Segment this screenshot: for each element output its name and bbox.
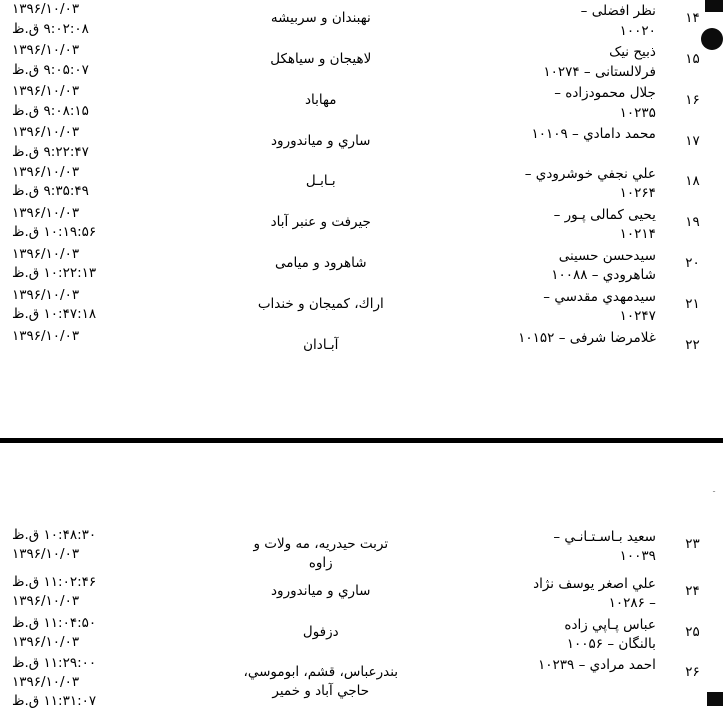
records-table-bottom <box>0 526 723 711</box>
row-date-line2: ۱۰:۲۲:۱۳ ق.ظ <box>12 265 97 282</box>
row-date-line2: ۱۳۹۶/۱۰/۰۳ <box>12 633 80 650</box>
row-date-line1: ۱۳۹۶/۱۰/۰۳ <box>12 83 80 100</box>
table-row <box>0 573 723 613</box>
row-name-line2: بالنگان – ۱۰۰۵۶ <box>566 635 656 652</box>
row-date-line1: ۱۱:۰۲:۴۶ ق.ظ <box>12 574 97 591</box>
row-route: جیرفت و عنبر آباد <box>270 213 371 230</box>
row-route: اراك، کمیجان و خنداب <box>257 295 384 312</box>
row-date-line2: ۹:۰۵:۰۷ ق.ظ <box>12 61 89 78</box>
row-route-line1: بندرعباس، قشم، ابوموسي، <box>243 663 399 680</box>
row-date <box>0 123 188 162</box>
row-route: ساري و میاندورود <box>271 133 371 150</box>
table-row <box>0 163 723 204</box>
row-date <box>0 163 188 204</box>
row-name-line1: احمد مرادي – ۱۰۲۳۹ <box>538 656 656 673</box>
row-date-line2: ۹:۰۸:۱۵ ق.ظ <box>12 102 89 119</box>
row-route <box>188 573 453 613</box>
row-name <box>453 286 662 327</box>
row-date <box>0 526 188 573</box>
row-name-line2: فرلالستانی – ۱۰۲۷۴ <box>543 63 656 80</box>
row-name-line1: نظر افضلی – <box>580 3 656 19</box>
row-name-line2: – ۱۰۲۸۶ <box>608 595 656 612</box>
row-date-line1: ۱۰:۴۸:۳۰ ق.ظ <box>12 527 97 543</box>
row-name-line1: محمد دامادي – ۱۰۱۰۹ <box>531 126 656 143</box>
row-route: آبـادان <box>303 337 339 353</box>
row-date-line1: ۱۳۹۶/۱۰/۰۳ <box>12 1 80 17</box>
table-section-bottom <box>0 526 723 711</box>
row-name-line1: علي نجفي خوشرودي – <box>524 165 656 182</box>
row-date-line2: ۹:۳۵:۴۹ ق.ظ <box>12 183 89 200</box>
row-date <box>0 82 188 123</box>
row-route-line1: دزفول <box>302 623 339 640</box>
table-row <box>0 614 723 654</box>
row-number: ۱۶ <box>685 92 700 109</box>
table-row <box>0 654 723 711</box>
row-date-line3: ۱۱:۳۱:۰۷ ق.ظ <box>12 693 97 710</box>
row-number: ۱۵ <box>685 51 700 68</box>
row-route-line2: حاجي آباد و خمیر <box>272 683 370 700</box>
row-number: ۲۶ <box>685 663 700 680</box>
row-number: ۱۸ <box>685 172 700 189</box>
table-row <box>0 245 723 286</box>
row-date-line1: ۱۳۹۶/۱۰/۰۳ <box>12 286 80 303</box>
row-date-line2: ۱۳۹۶/۱۰/۰۳ <box>12 593 80 610</box>
row-name <box>453 0 662 41</box>
row-date-line1: ۱۳۹۶/۱۰/۰۳ <box>12 124 80 141</box>
row-name-line1: عباس پـاپي زاده <box>564 616 656 633</box>
row-name <box>453 573 662 613</box>
row-date-line2: ۱۳۹۶/۱۰/۰۳ <box>12 546 80 563</box>
row-route-line1: تربت حیدریه، مه ولات و <box>253 536 389 552</box>
row-number: ۲۵ <box>685 623 700 640</box>
row-name-line1: سیدمهدي مقدسي – <box>543 288 656 305</box>
row-name-line1: یحیی کمالی پـور – <box>553 206 656 223</box>
row-number: ۱۹ <box>685 213 700 230</box>
row-date-line1: ۱۳۹۶/۱۰/۰۳ <box>12 42 80 59</box>
row-name <box>453 204 662 245</box>
row-number: ۲۲ <box>685 337 700 353</box>
table-row <box>0 41 723 82</box>
row-date-line2: ۱۰:۴۷:۱۸ ق.ظ <box>12 306 97 323</box>
page-edge-tick: ـ <box>712 486 715 494</box>
row-date-line1: ۱۱:۲۹:۰۰ ق.ظ <box>12 654 97 671</box>
table-row <box>0 327 723 356</box>
table-row <box>0 82 723 123</box>
row-date-line1: ۱۳۹۶/۱۰/۰۳ <box>12 204 80 221</box>
row-route: مهاباد <box>305 92 337 109</box>
row-number: ۲۰ <box>685 254 700 271</box>
row-route <box>188 526 453 573</box>
row-name <box>453 123 662 162</box>
page-divider <box>0 438 723 443</box>
row-date-line2: ۱۳۹۶/۱۰/۰۳ <box>12 674 80 691</box>
row-route-line1: ساري و میاندورود <box>271 583 371 600</box>
row-name-line2: ۱۰۲۶۴ <box>619 185 656 202</box>
row-date-line1: ۱۳۹۶/۱۰/۰۳ <box>12 328 80 344</box>
row-date <box>0 327 188 356</box>
row-name-line2: ۱۰۰۳۹ <box>619 548 656 565</box>
row-date <box>0 573 188 613</box>
row-date-line2: ۹:۰۲:۰۸ ق.ظ <box>12 20 89 37</box>
row-date <box>0 286 188 327</box>
row-number: ۱۷ <box>685 133 700 150</box>
row-date-line2: ۹:۲۲:۴۷ ق.ظ <box>12 143 89 160</box>
row-route: بـابـل <box>305 172 336 189</box>
table-row <box>0 286 723 327</box>
row-name-line1: جلال محمودزاده – <box>554 85 656 102</box>
row-name-line1: ذبیح نیک <box>609 44 656 61</box>
row-date <box>0 41 188 82</box>
row-name-line2: ۱۰۲۱۴ <box>619 226 656 243</box>
row-name <box>453 526 662 573</box>
row-date-line2: ۱۰:۱۹:۵۶ ق.ظ <box>12 224 97 241</box>
row-name <box>453 163 662 204</box>
row-number: ۲۳ <box>685 536 700 552</box>
row-name-line2: ۱۰۰۲۰ <box>619 22 656 39</box>
row-date-line1: ۱۳۹۶/۱۰/۰۳ <box>12 163 80 180</box>
table-row <box>0 526 723 573</box>
row-date <box>0 204 188 245</box>
row-name <box>453 41 662 82</box>
row-date <box>0 0 188 41</box>
row-name-line1: سعید بـاسـتـانـي – <box>553 529 656 545</box>
row-name <box>453 245 662 286</box>
row-name <box>453 614 662 654</box>
row-name <box>453 327 662 356</box>
row-name <box>453 82 662 123</box>
row-name-line1: غلامرضا شرفی – ۱۰۱۵۲ <box>518 330 656 346</box>
row-name-line2: ۱۰۲۳۵ <box>619 104 656 121</box>
row-number: ۲۴ <box>685 583 700 600</box>
table-row <box>0 0 723 41</box>
row-route: لاهیجان و سیاهکل <box>270 51 372 68</box>
row-date-line1: ۱۱:۰۴:۵۰ ق.ظ <box>12 614 97 631</box>
row-date <box>0 654 188 711</box>
row-date <box>0 245 188 286</box>
row-route: نهبندان و سربیشه <box>270 10 371 26</box>
row-route-line2: زاوه <box>308 555 333 572</box>
table-row <box>0 204 723 245</box>
row-name-line2: شاهرودي – ۱۰۰۸۸ <box>551 267 656 284</box>
row-number: ۲۱ <box>685 295 700 312</box>
row-name-line1: سیدحسن حسینی <box>558 247 656 264</box>
row-number: ۱۴ <box>685 10 700 26</box>
row-date-line1: ۱۳۹۶/۱۰/۰۳ <box>12 245 80 262</box>
row-name-line2: ۱۰۲۴۷ <box>619 308 656 325</box>
row-route: شاهرود و میامی <box>275 254 367 271</box>
row-date <box>0 614 188 654</box>
row-name <box>453 654 662 711</box>
table-row <box>0 123 723 162</box>
row-route <box>188 614 453 654</box>
row-name-line1: علي اصغر یوسف نژاد <box>533 576 656 593</box>
row-route <box>188 654 453 711</box>
